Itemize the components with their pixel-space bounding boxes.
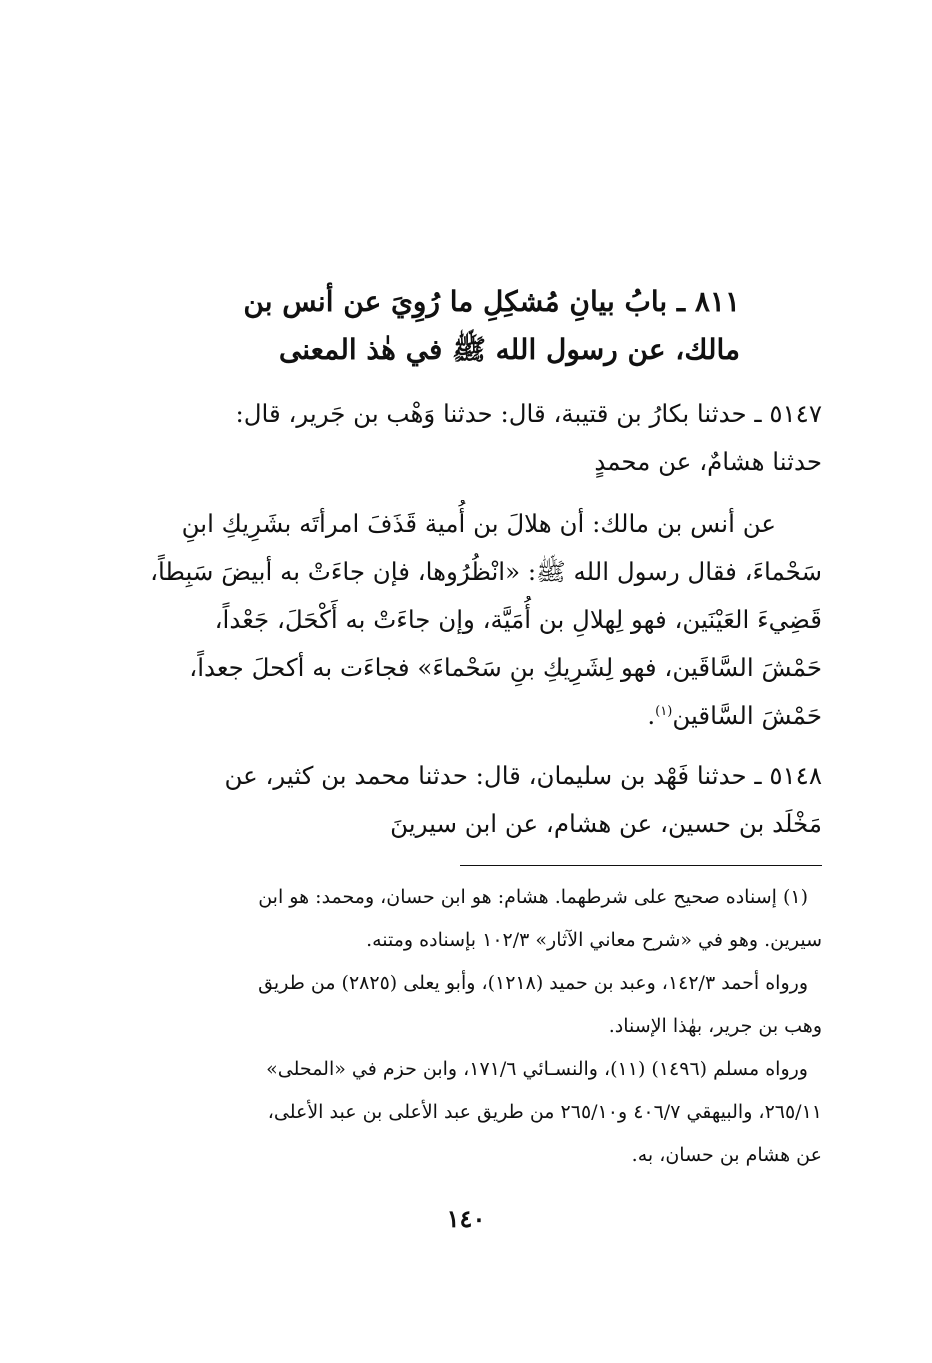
chapter-title-line: ٨١١ ـ بابُ بيانِ مُشكِلِ ما رُوِيَ عن أنس بن [243, 285, 740, 318]
text-line: ٥١٤٨ ـ حدثنا فَهْد بن سليمان، قال: حدثنا محمد بن كثير، عن [224, 761, 822, 790]
footnote-line: ٢٦٥/١١، والبيهقي ٤٠٦/٧ و٢٦٥/١٠ من طريق عبد الأعلى بن عبد الأعلى، [267, 1101, 822, 1123]
footnote-marker: (١) [655, 703, 673, 719]
text-fragment: حَمْشَ السَّاقين [672, 701, 822, 730]
text-line: قَضِيءَ العَيْنَين، فهو لِهلالِ بن أُمَيَّة، وإن جاءَتْ به أَكْحَلَ، جَعْداً، [214, 605, 822, 634]
hadith-5147-isnad [118, 390, 822, 486]
text-line: حدثنا هشامٌ، عن محمدٍ [594, 447, 822, 476]
footnote-line: ورواه مسلم (١٤٩٦) (١١)، والنسـائي ١٧١/٦، وابن حزم في «المحلى» [266, 1058, 808, 1080]
text-line: مَخْلَد بن حسين، عن هشام، عن ابن سيرينَ [390, 809, 822, 838]
text-line-last [118, 692, 822, 740]
hadith-5147-matn [118, 500, 822, 740]
sentence-end: . [647, 701, 656, 730]
text-line: عن أنس بن مالك: أن هلالَ بن أُمية قَذَفَ امرأتَه بشَرِيكِ ابنِ [181, 509, 776, 538]
footnote-line: وهب بن جرير، بهٰذا الإسناد. [608, 1015, 822, 1037]
page-number: ١٤٠ [446, 1204, 486, 1233]
chapter-title [200, 278, 740, 374]
footnotes-section [118, 876, 822, 1177]
footnote-divider [460, 865, 822, 866]
chapter-title-line: مالك، عن رسول الله ﷺ في هٰذ المعنى [278, 333, 740, 366]
text-line: ٥١٤٧ ـ حدثنا بكارُ بن قتيبة، قال: حدثنا وَهْب بن جَرير، قال: [235, 399, 822, 428]
text-line: حَمْشَ السَّاقَين، فهو لِشَرِيكِ بنِ سَحْماءَ» فجاءَت به أكحلَ جعداً، [189, 653, 822, 682]
text-line: سَحْماءَ، فقال رسول الله ﷺ: «انْظُرُوها، فإن جاءَتْ به أبيضَ سَبِطاً، [150, 557, 822, 586]
hadith-5148-isnad [118, 752, 822, 848]
footnote-line: (١) إسناده صحيح على شرطهما. هشام: هو ابن حسان، ومحمد: هو ابن [258, 886, 808, 908]
footnote-line: سيرين. وهو في «شرح معاني الآثار» ١٠٢/٣ بإسناده ومتنه. [366, 929, 822, 951]
footnote-line: ورواه أحمد ١٤٢/٣، وعبد بن حميد (١٢١٨)، وأبو يعلى (٢٨٢٥) من طريق [258, 972, 808, 994]
footnote-line: عن هشام بن حسان، به. [631, 1144, 822, 1166]
